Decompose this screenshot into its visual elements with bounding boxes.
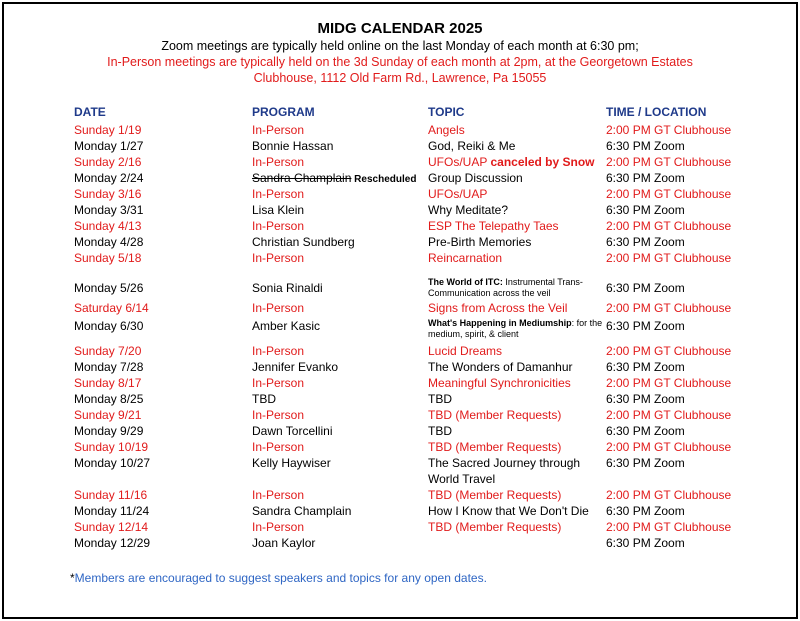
row-time: 6:30 PM Zoom: [606, 360, 685, 374]
row-date: Sunday 11/16: [74, 488, 148, 502]
row-time: 6:30 PM Zoom: [606, 504, 685, 518]
row-topic: The Sacred Journey through World Travel: [428, 456, 581, 486]
row-topic: [428, 318, 603, 340]
row-topic-text: : for the medium, spirit, & client: [428, 318, 603, 339]
row-date: Sunday 5/18: [74, 251, 142, 265]
row-date: Sunday 2/16: [74, 155, 142, 169]
row-date: Sunday 7/20: [74, 344, 142, 358]
row-time: 6:30 PM Zoom: [606, 203, 685, 217]
row-date: Monday 5/26: [74, 281, 144, 295]
row-topic-text: UFOs/UAP: [428, 155, 491, 169]
row-topic: ESP The Telepathy Taes: [428, 219, 559, 233]
row-topic: TBD (Member Requests): [428, 520, 562, 534]
row-topic: TBD (Member Requests): [428, 408, 562, 422]
footer-asterisk: *: [70, 571, 75, 585]
row-program: Bonnie Hassan: [252, 139, 334, 153]
row-topic: [428, 154, 595, 170]
column-header-program: PROGRAM: [252, 105, 315, 119]
row-program: In-Person: [252, 440, 305, 454]
row-time: 2:00 PM GT Clubhouse: [606, 219, 732, 233]
row-program: In-Person: [252, 520, 305, 534]
row-time: 6:30 PM Zoom: [606, 171, 685, 185]
footer-text: Members are encouraged to suggest speakers and topics for any open dates.: [74, 571, 487, 585]
row-program: In-Person: [252, 408, 305, 422]
row-date: Monday 1/27: [74, 139, 144, 153]
row-program: In-Person: [252, 155, 305, 169]
row-time: 6:30 PM Zoom: [606, 235, 685, 249]
row-time: 2:00 PM GT Clubhouse: [606, 155, 732, 169]
row-time: 2:00 PM GT Clubhouse: [606, 344, 732, 358]
row-time: 2:00 PM GT Clubhouse: [606, 251, 732, 265]
row-topic-heading: The World of ITC:: [428, 277, 503, 287]
row-program: Jennifer Evanko: [252, 360, 339, 374]
row-time: 2:00 PM GT Clubhouse: [606, 376, 732, 390]
row-time: 2:00 PM GT Clubhouse: [606, 408, 732, 422]
row-program: Sandra Champlain: [252, 504, 352, 518]
row-topic: Why Meditate?: [428, 203, 509, 217]
row-date: Monday 12/29: [74, 536, 151, 550]
row-topic: Pre-Birth Memories: [428, 235, 532, 249]
column-header-topic: TOPIC: [428, 105, 465, 119]
row-program: In-Person: [252, 301, 305, 315]
row-date: Sunday 4/13: [74, 219, 142, 233]
row-time: 6:30 PM Zoom: [606, 319, 685, 333]
row-topic: Angels: [428, 123, 465, 137]
row-time: 2:00 PM GT Clubhouse: [606, 123, 732, 137]
row-time: 2:00 PM GT Clubhouse: [606, 301, 732, 315]
row-program: TBD: [252, 392, 276, 406]
row-program: In-Person: [252, 251, 305, 265]
row-date: Sunday 9/21: [74, 408, 142, 422]
row-program: In-Person: [252, 344, 305, 358]
row-program: Sonia Rinaldi: [252, 281, 323, 295]
row-program: Amber Kasic: [252, 319, 321, 333]
row-time: 6:30 PM Zoom: [606, 536, 685, 550]
row-time: 6:30 PM Zoom: [606, 424, 685, 438]
row-topic: Group Discussion: [428, 171, 523, 185]
zoom-note: Zoom meetings are typically held online on the last Monday of each month at 6:30 pm;: [161, 39, 639, 53]
row-program: Dawn Torcellini: [252, 424, 333, 438]
row-program: In-Person: [252, 187, 305, 201]
column-header-time-location: TIME / LOCATION: [606, 105, 707, 119]
row-date: Sunday 1/19: [74, 123, 142, 137]
row-program: In-Person: [252, 123, 305, 137]
row-date: Monday 11/24: [74, 504, 150, 518]
page-title: MIDG CALENDAR 2025: [317, 20, 483, 37]
row-topic: Lucid Dreams: [428, 344, 503, 358]
rescheduled-note: Rescheduled: [351, 174, 417, 185]
row-time: 2:00 PM GT Clubhouse: [606, 440, 732, 454]
row-topic: Signs from Across the Veil: [428, 301, 568, 315]
row-date: Monday 4/28: [74, 235, 144, 249]
row-time: 2:00 PM GT Clubhouse: [606, 488, 732, 502]
row-date: Sunday 3/16: [74, 187, 142, 201]
row-time: 6:30 PM Zoom: [606, 392, 685, 406]
row-topic: TBD: [428, 424, 452, 438]
row-time: 2:00 PM GT Clubhouse: [606, 187, 732, 201]
row-topic: UFOs/UAP: [428, 187, 488, 201]
row-topic-text: Instrumental Trans-Communication across the veil: [428, 277, 583, 298]
row-topic: Reincarnation: [428, 251, 503, 265]
in-person-note-line1: In-Person meetings are typically held on the 3d Sunday of each month at 2pm, at the Georgetown Estates: [107, 55, 693, 69]
row-time: 6:30 PM Zoom: [606, 281, 685, 295]
row-time: 6:30 PM Zoom: [606, 456, 685, 470]
canceled-note: canceled by Snow: [490, 155, 595, 169]
row-time: 2:00 PM GT Clubhouse: [606, 520, 732, 534]
row-program: Christian Sundberg: [252, 235, 355, 249]
row-date: Sunday 8/17: [74, 376, 142, 390]
row-date: Monday 9/29: [74, 424, 144, 438]
row-date: Monday 10/27: [74, 456, 151, 470]
struck-speaker: Sandra Champlain: [252, 171, 352, 185]
row-topic: TBD: [428, 392, 452, 406]
calendar-document: [2, 2, 798, 619]
document-header: [4, 20, 796, 86]
row-program: In-Person: [252, 219, 305, 233]
row-topic-heading: What's Happening in Mediumship: [428, 318, 572, 328]
footer-note: [70, 571, 487, 585]
row-date: Monday 7/28: [74, 360, 144, 374]
row-topic: Meaningful Synchronicities: [428, 376, 571, 390]
row-date: Monday 3/31: [74, 203, 144, 217]
row-program: Kelly Haywiser: [252, 456, 331, 470]
row-topic: God, Reiki & Me: [428, 139, 516, 153]
row-date: Sunday 12/14: [74, 520, 149, 534]
column-header-date: DATE: [74, 105, 106, 119]
row-topic: How I Know that We Don't Die: [428, 504, 589, 518]
row-date: Monday 6/30: [74, 319, 144, 333]
row-topic: [428, 277, 603, 299]
row-topic: TBD (Member Requests): [428, 440, 562, 454]
row-date: Monday 8/25: [74, 392, 144, 406]
row-topic: TBD (Member Requests): [428, 488, 562, 502]
row-date: Monday 2/24: [74, 171, 144, 185]
row-date: Saturday 6/14: [74, 301, 149, 315]
row-program: Joan Kaylor: [252, 536, 316, 550]
row-topic: The Wonders of Damanhur: [428, 360, 573, 374]
in-person-note-line2: Clubhouse, 1112 Old Farm Rd., Lawrence, Pa 15055: [253, 71, 547, 85]
row-program: Lisa Klein: [252, 203, 305, 217]
row-program: In-Person: [252, 376, 305, 390]
row-program: In-Person: [252, 488, 305, 502]
row-time: 6:30 PM Zoom: [606, 139, 685, 153]
row-date: Sunday 10/19: [74, 440, 149, 454]
